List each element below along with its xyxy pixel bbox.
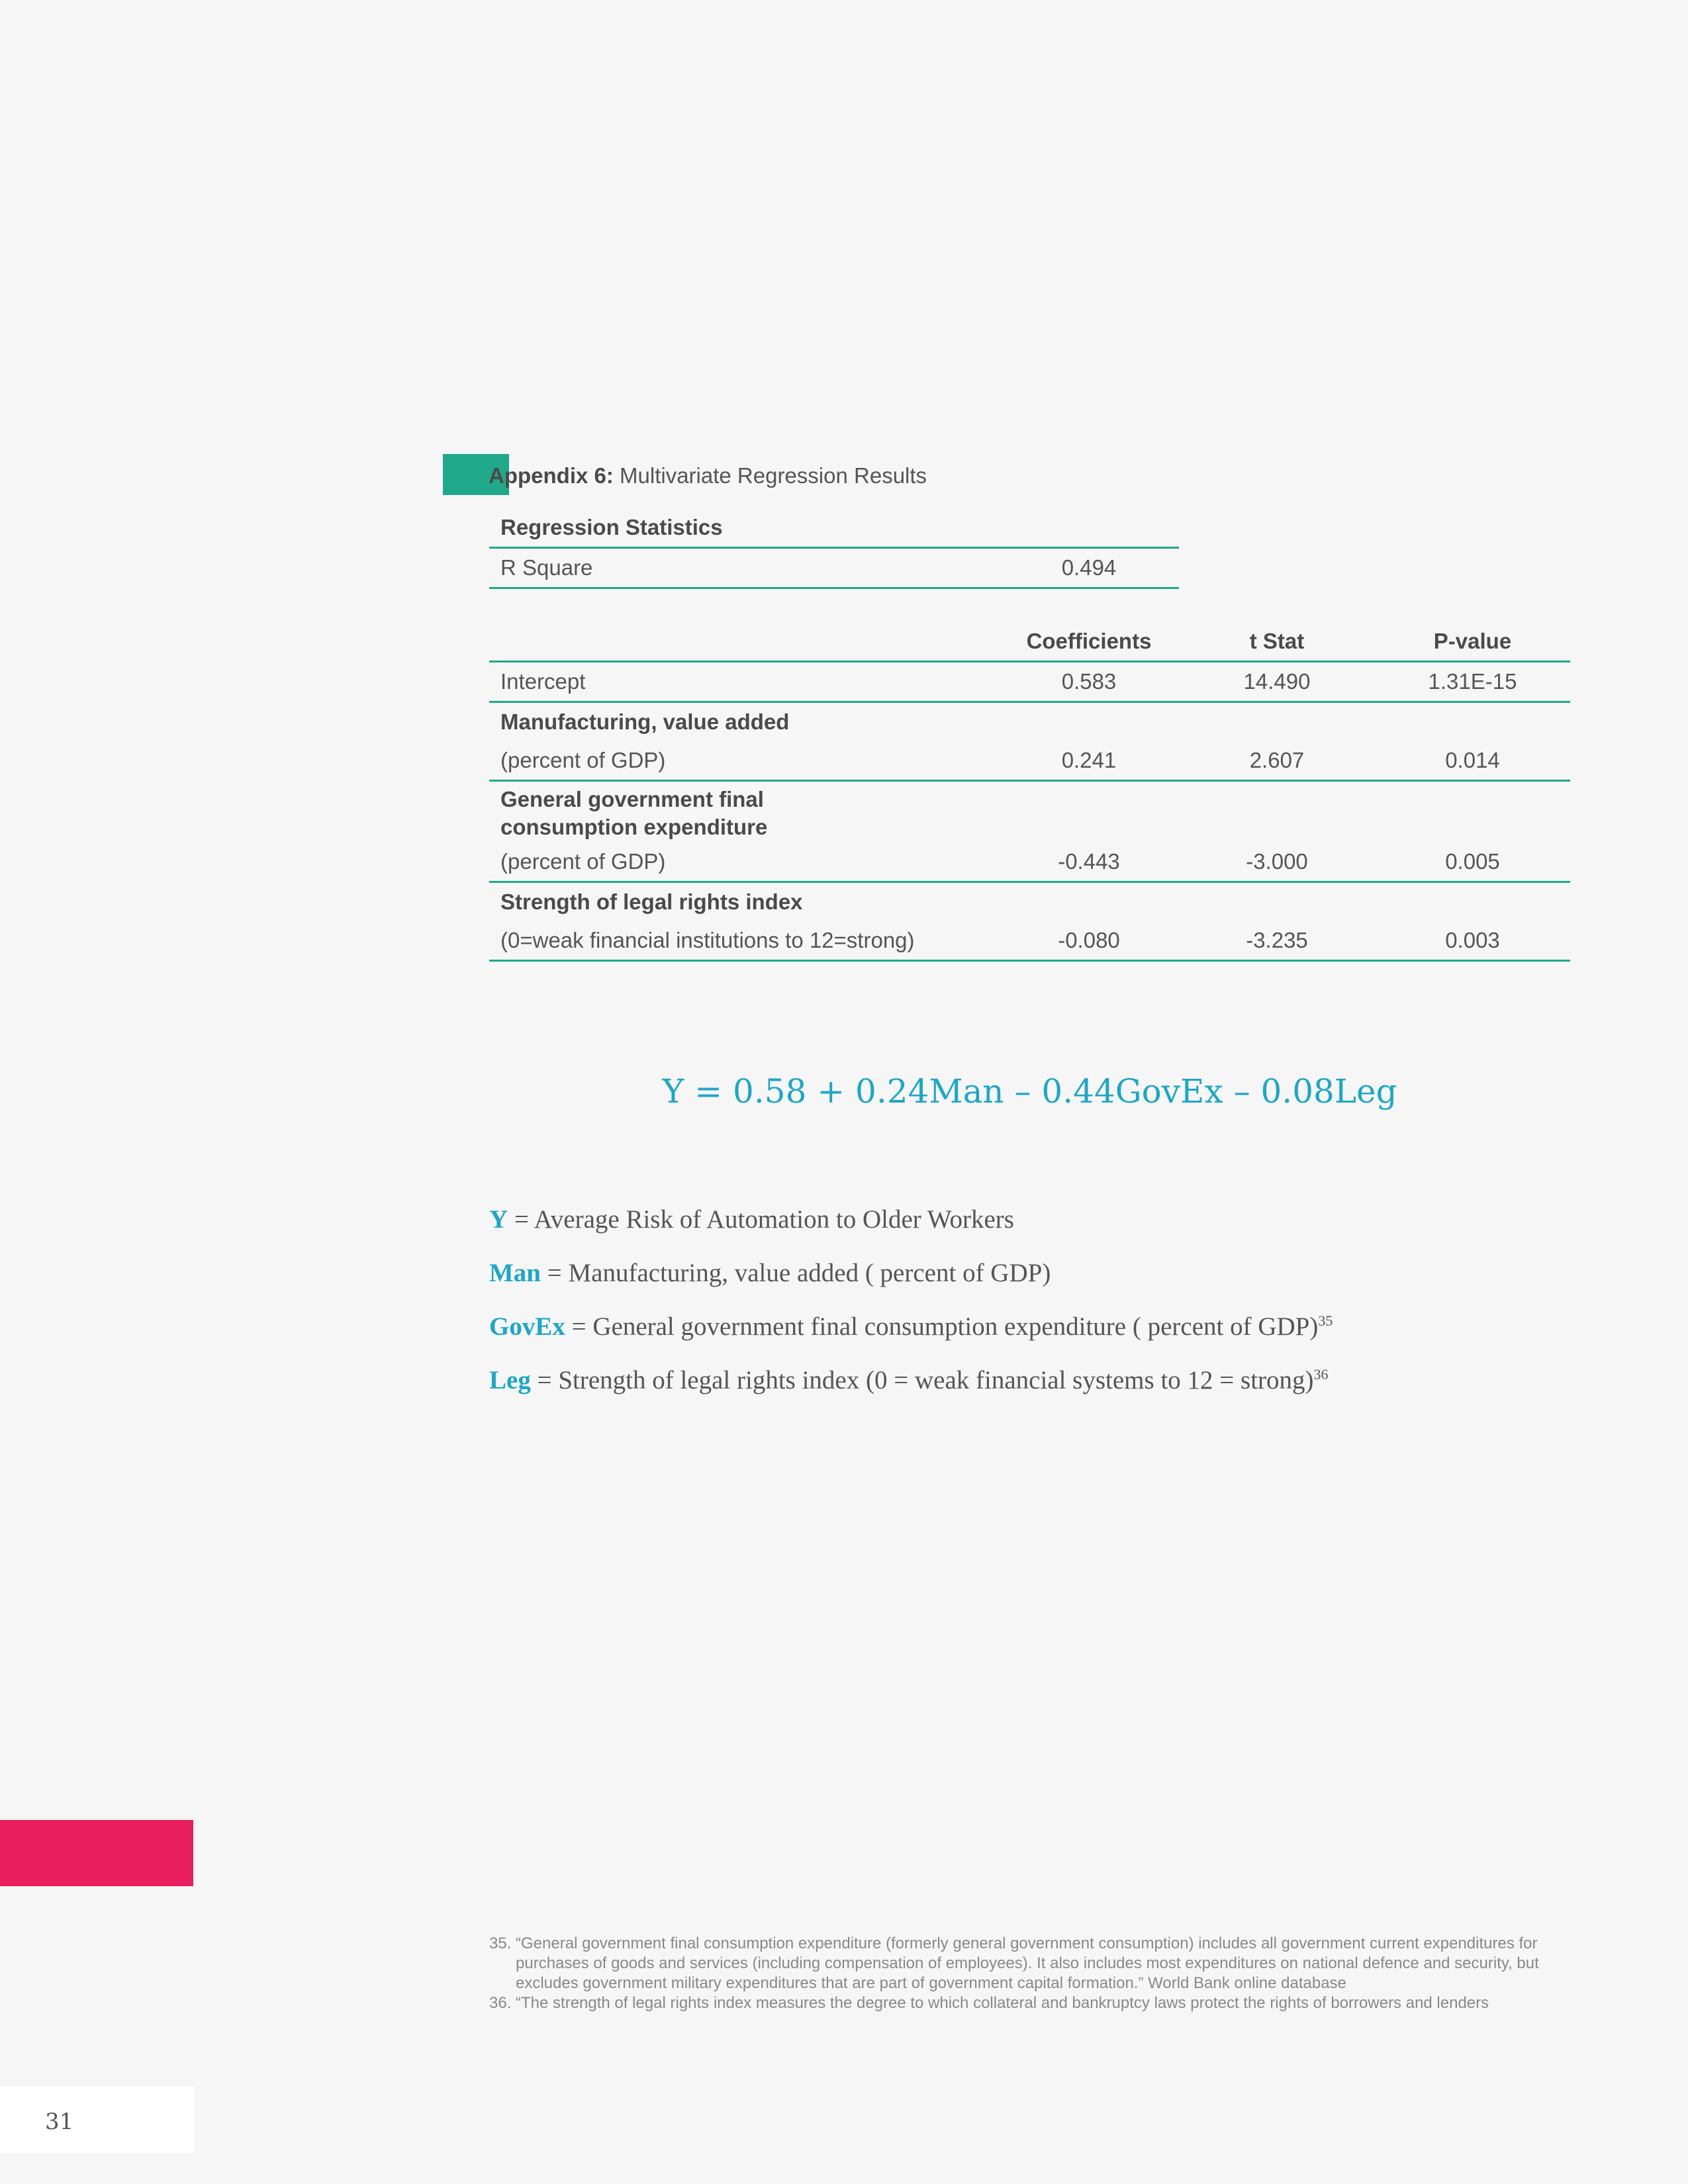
r-square-label: R Square xyxy=(489,548,999,588)
accent-bar xyxy=(0,1820,193,1886)
footnote-36: 36. “The strength of legal rights index measures the degree to which collateral and bankruptcy laws protect the rights of borrowers and lenders xyxy=(489,1994,1489,2012)
govex-tstat: -3.000 xyxy=(1179,842,1375,882)
definition-leg: Leg = Strength of legal rights index (0 = weak financial systems to 12 = strong)$^{36}$ xyxy=(489,1366,1329,1394)
govex-coef: -0.443 xyxy=(999,842,1179,882)
table-row xyxy=(489,548,1179,588)
definition-y: Y = Average Risk of Automation to Older Workers xyxy=(489,1205,1014,1234)
govex-sublabel: (percent of GDP) xyxy=(489,842,999,882)
table-row xyxy=(489,882,1570,922)
appendix-label: Appendix 6: xyxy=(489,463,614,488)
table-row xyxy=(489,812,1570,842)
term-y: Y xyxy=(489,1205,508,1234)
intercept-pvalue: 1.31E-15 xyxy=(1375,662,1570,702)
govex-label-2: consumption expenditure xyxy=(500,815,768,839)
table-row xyxy=(489,921,1570,961)
manufacturing-tstat: 2.607 xyxy=(1179,741,1375,781)
header-coefficients: Coefficients xyxy=(999,622,1179,662)
footnote-ref-35[interactable]: 35 xyxy=(1318,1312,1333,1329)
term-leg: Leg xyxy=(489,1366,531,1394)
variable-definitions xyxy=(489,1205,1333,1419)
manufacturing-pvalue: 0.014 xyxy=(1375,741,1570,781)
header-p-value: P-value xyxy=(1375,622,1570,662)
term-govex: GovEx xyxy=(489,1312,565,1341)
legal-pvalue: 0.003 xyxy=(1375,921,1570,961)
appendix-title xyxy=(489,463,927,488)
intercept-label: Intercept xyxy=(489,662,999,702)
legal-tstat: -3.235 xyxy=(1179,921,1375,961)
regression-statistics-table xyxy=(489,508,1179,589)
regression-equation: Y = 0.58 + 0.24Man – 0.44GovEx – 0.08Leg xyxy=(662,1072,1397,1111)
table-row xyxy=(489,842,1570,882)
table-row xyxy=(489,662,1570,702)
govex-pvalue: 0.005 xyxy=(1375,842,1570,882)
manufacturing-coef: 0.241 xyxy=(999,741,1179,781)
definition-govex: GovEx = General government final consumption expenditure ( percent of GDP)$^{35}$ xyxy=(489,1312,1333,1341)
coefficients-table xyxy=(489,622,1570,962)
table-row xyxy=(489,702,1570,742)
table-row xyxy=(489,741,1570,781)
regression-statistics-header: Regression Statistics xyxy=(489,508,999,548)
legal-coef: -0.080 xyxy=(999,921,1179,961)
table-header-row xyxy=(489,622,1570,662)
legal-sublabel: (0=weak financial institutions to 12=strong) xyxy=(489,921,999,961)
page-number: 31 xyxy=(45,2109,74,2135)
header-t-stat: t Stat xyxy=(1179,622,1375,662)
manufacturing-label: Manufacturing, value added xyxy=(500,709,790,734)
term-man: Man xyxy=(489,1259,541,1287)
appendix-title-text: Multivariate Regression Results xyxy=(620,463,927,488)
manufacturing-sublabel: (percent of GDP) xyxy=(489,741,999,781)
table-row xyxy=(489,781,1570,813)
intercept-tstat: 14.490 xyxy=(1179,662,1375,702)
page-number-box xyxy=(0,2087,193,2153)
intercept-coef: 0.583 xyxy=(999,662,1179,702)
footnote-ref-36[interactable]: 36 xyxy=(1313,1366,1329,1383)
footnotes xyxy=(489,1934,1575,2013)
definition-man: Man = Manufacturing, value added ( percent of GDP) xyxy=(489,1259,1051,1287)
r-square-value: 0.494 xyxy=(999,548,1179,588)
legal-label: Strength of legal rights index xyxy=(500,889,803,914)
govex-label-1: General government final xyxy=(500,787,764,811)
footnote-35: 35. “General government final consumption expenditure (formerly general government consumption) includes all government current expenditures for purchases of goods and services (including compensation of employees). It also includes most expenditures on national defence and security, but excludes government military expenditures that are part of government capital formation.” World Bank online database xyxy=(489,1934,1539,1992)
